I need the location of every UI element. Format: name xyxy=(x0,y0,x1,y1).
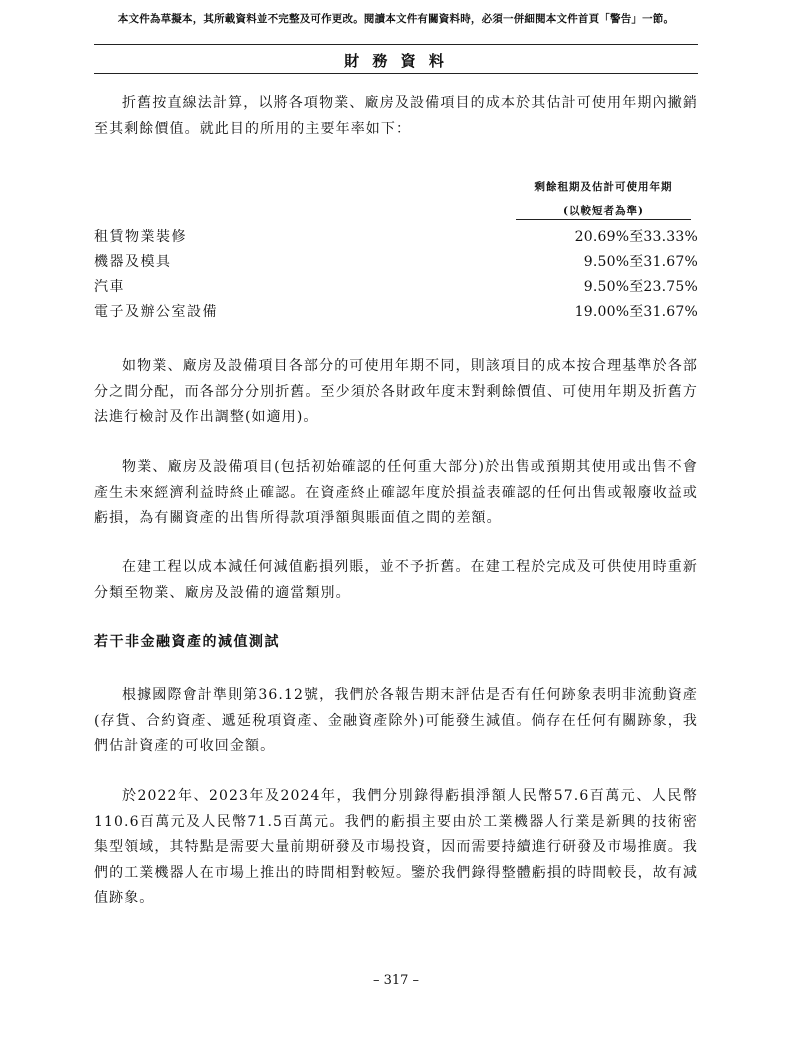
rates-column-header-underline xyxy=(516,219,691,220)
page-number: – 317 – xyxy=(372,973,420,988)
rates-row-value: 19.00%至31.67% xyxy=(574,304,698,320)
rates-column-header-line2: (以較短者為準) xyxy=(563,205,644,217)
paragraph-impairment-losses: 於2022年、2023年及2024年，我們分別錄得虧損淨額人民幣57.6百萬元、人民幣110.6百萬元及人民幣71.5百萬元。我們的虧損主要由於工業機器人行業是新興的技術密集型領域，其特點是需要大量前期研發及市場投資，因而需要持續進行研發及市場推廣。我們的工業機器人在市場上推出的時間相對較短。鑒於我們錄得整體虧損的時間較長，故有減值跡象。 xyxy=(94,788,698,906)
paragraph-impairment-ias36: 根據國際會計準則第36.12號，我們於各報告期末評估是否有任何跡象表明非流動資產(存貨、合約資產、遞延稅項資產、金融資產除外)可能發生減值。倘存在任何有關跡象，我們估計資產的可收回金額。 xyxy=(94,687,698,754)
rates-column-header-line1: 剩餘租期及估計可使用年期 xyxy=(534,181,673,193)
rates-row-value: 9.50%至31.67% xyxy=(583,254,698,270)
rates-row-label: 電子及辦公室設備 xyxy=(94,304,218,320)
draft-notice: 本文件為草擬本，其所載資料並不完整及可作更改。閱讀本文件有關資料時，必須一併細閱本文件首頁「警告」一節。 xyxy=(117,13,675,25)
rates-row-label: 機器及模具 xyxy=(94,254,172,270)
rates-column-header xyxy=(516,175,691,223)
paragraph-derecognition: 物業、廠房及設備項目(包括初始確認的任何重大部分)於出售或預期其使用或出售不會產生未來經濟利益時終止確認。在資產終止確認年度於損益表確認的任何出售或報廢收益或虧損，為有關資產的出售所得款項淨額與賬面值之間的差額。 xyxy=(94,459,698,526)
rates-row-value: 20.69%至33.33% xyxy=(574,229,698,245)
rates-row-label: 租賃物業裝修 xyxy=(94,229,187,245)
rates-row xyxy=(94,250,698,275)
rates-row xyxy=(94,300,698,325)
rates-row xyxy=(94,275,698,300)
rates-row-label: 汽車 xyxy=(94,279,125,295)
paragraph-construction-in-progress: 在建工程以成本減任何減值虧損列賬，並不予折舊。在建工程於完成及可供使用時重新分類至物業、廠房及設備的適當類別。 xyxy=(94,559,698,601)
section-title: 財 務 資 料 xyxy=(344,52,448,70)
subheading-impairment-test: 若干非金融資產的減值測試 xyxy=(94,634,280,650)
rates-row xyxy=(94,225,698,250)
header-divider xyxy=(94,44,698,45)
title-divider xyxy=(94,73,698,74)
rates-row-value: 9.50%至23.75% xyxy=(583,279,698,295)
paragraph-component-allocation: 如物業、廠房及設備項目各部分的可使用年期不同，則該項目的成本按合理基準於各部分之間分配，而各部分分別折舊。至少須於各財政年度末對剩餘價值、可使用年期及折舊方法進行檢討及作出調整(如適用)。 xyxy=(94,358,698,425)
paragraph-depreciation-intro: 折舊按直線法計算，以將各項物業、廠房及設備項目的成本於其估計可使用年期內撇銷至其剩餘價值。就此目的所用的主要年率如下： xyxy=(94,95,698,137)
